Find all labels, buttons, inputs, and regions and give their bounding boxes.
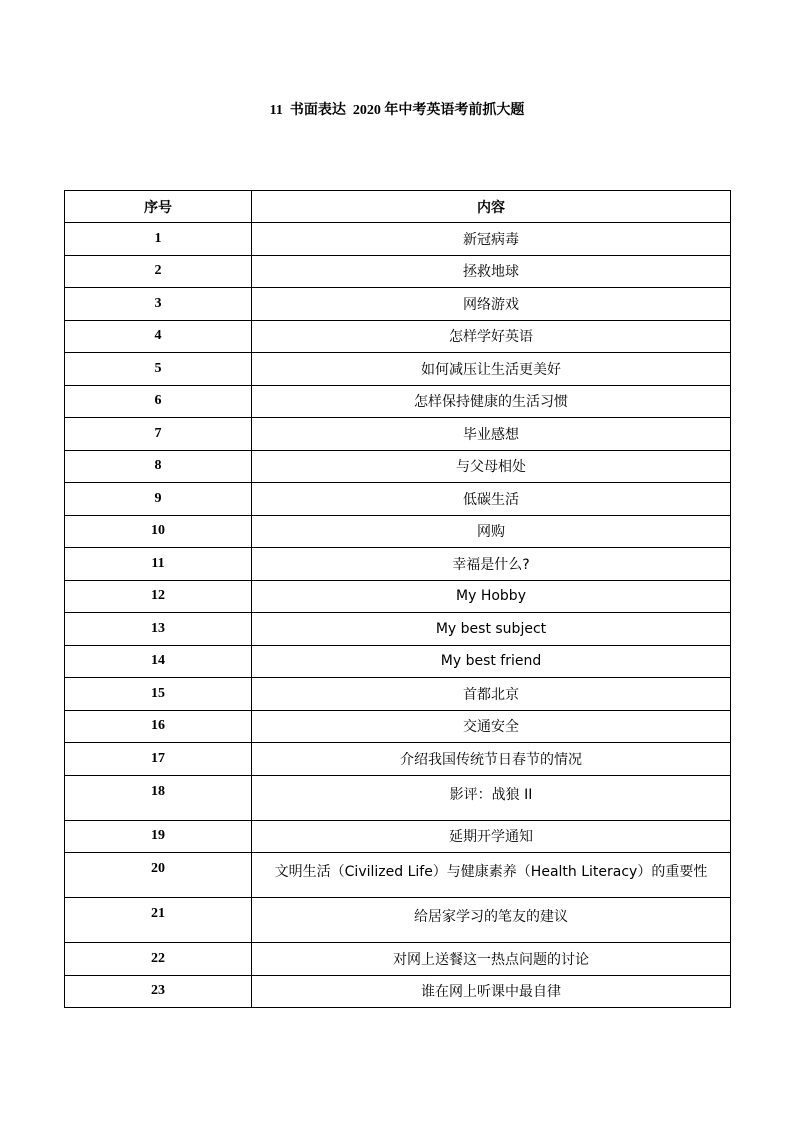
row-topic: 网购 <box>252 515 731 548</box>
row-topic: 给居家学习的笔友的建议 <box>252 898 731 943</box>
row-topic: 交通安全 <box>252 710 731 743</box>
row-number: 19 <box>65 820 252 853</box>
row-number: 15 <box>65 678 252 711</box>
table-row <box>65 645 731 678</box>
row-number: 12 <box>65 580 252 613</box>
table-row <box>65 898 731 943</box>
table-row <box>65 580 731 613</box>
document-title: 11 书面表达 2020 年中考英语考前抓大题 <box>269 103 525 118</box>
row-number: 13 <box>65 613 252 646</box>
topics-table <box>64 190 731 1008</box>
table-row <box>65 613 731 646</box>
row-number: 8 <box>65 450 252 483</box>
table-row <box>65 320 731 353</box>
table-row <box>65 255 731 288</box>
table-row <box>65 820 731 853</box>
row-topic: 拯救地球 <box>252 255 731 288</box>
table-row <box>65 548 731 581</box>
row-topic: 毕业感想 <box>252 418 731 451</box>
table-body <box>65 223 731 1008</box>
table-row <box>65 450 731 483</box>
row-number: 16 <box>65 710 252 743</box>
row-topic: 文明生活（Civilized Life）与健康素养（Health Literacy）的重要性 <box>252 853 731 898</box>
row-number: 9 <box>65 483 252 516</box>
row-topic: 介绍我国传统节日春节的情况 <box>252 743 731 776</box>
row-number: 17 <box>65 743 252 776</box>
row-number: 3 <box>65 288 252 321</box>
table-row <box>65 853 731 898</box>
table-row <box>65 678 731 711</box>
row-topic: 与父母相处 <box>252 450 731 483</box>
row-topic: My best friend <box>252 645 731 678</box>
table-row <box>65 223 731 256</box>
table-row <box>65 975 731 1008</box>
row-number: 11 <box>65 548 252 581</box>
row-number: 23 <box>65 975 252 1008</box>
row-number: 7 <box>65 418 252 451</box>
row-topic: 延期开学通知 <box>252 820 731 853</box>
table-row <box>65 385 731 418</box>
header-number: 序号 <box>65 191 252 223</box>
table-row <box>65 743 731 776</box>
row-number: 5 <box>65 353 252 386</box>
row-topic: 谁在网上听课中最自律 <box>252 975 731 1008</box>
row-topic: 低碳生活 <box>252 483 731 516</box>
row-topic: 幸福是什么? <box>252 548 731 581</box>
row-topic: 网络游戏 <box>252 288 731 321</box>
row-topic: My best subject <box>252 613 731 646</box>
row-number: 2 <box>65 255 252 288</box>
row-number: 22 <box>65 943 252 976</box>
row-topic: 影评：战狼 II <box>252 775 731 820</box>
row-topic: My Hobby <box>252 580 731 613</box>
header-content: 内容 <box>252 191 731 223</box>
row-number: 1 <box>65 223 252 256</box>
row-topic: 新冠病毒 <box>252 223 731 256</box>
table-row <box>65 353 731 386</box>
row-topic: 如何减压让生活更美好 <box>252 353 731 386</box>
row-number: 10 <box>65 515 252 548</box>
table-row <box>65 775 731 820</box>
row-topic: 对网上送餐这一热点问题的讨论 <box>252 943 731 976</box>
row-number: 18 <box>65 775 252 820</box>
row-topic: 怎样学好英语 <box>252 320 731 353</box>
table-row <box>65 515 731 548</box>
table-row <box>65 943 731 976</box>
row-number: 14 <box>65 645 252 678</box>
row-topic: 首都北京 <box>252 678 731 711</box>
row-number: 20 <box>65 853 252 898</box>
table-row <box>65 483 731 516</box>
row-number: 6 <box>65 385 252 418</box>
table-row <box>65 288 731 321</box>
table-row <box>65 710 731 743</box>
table-row <box>65 418 731 451</box>
row-number: 4 <box>65 320 252 353</box>
row-number: 21 <box>65 898 252 943</box>
table-header-row <box>65 191 731 223</box>
row-topic: 怎样保持健康的生活习惯 <box>252 385 731 418</box>
